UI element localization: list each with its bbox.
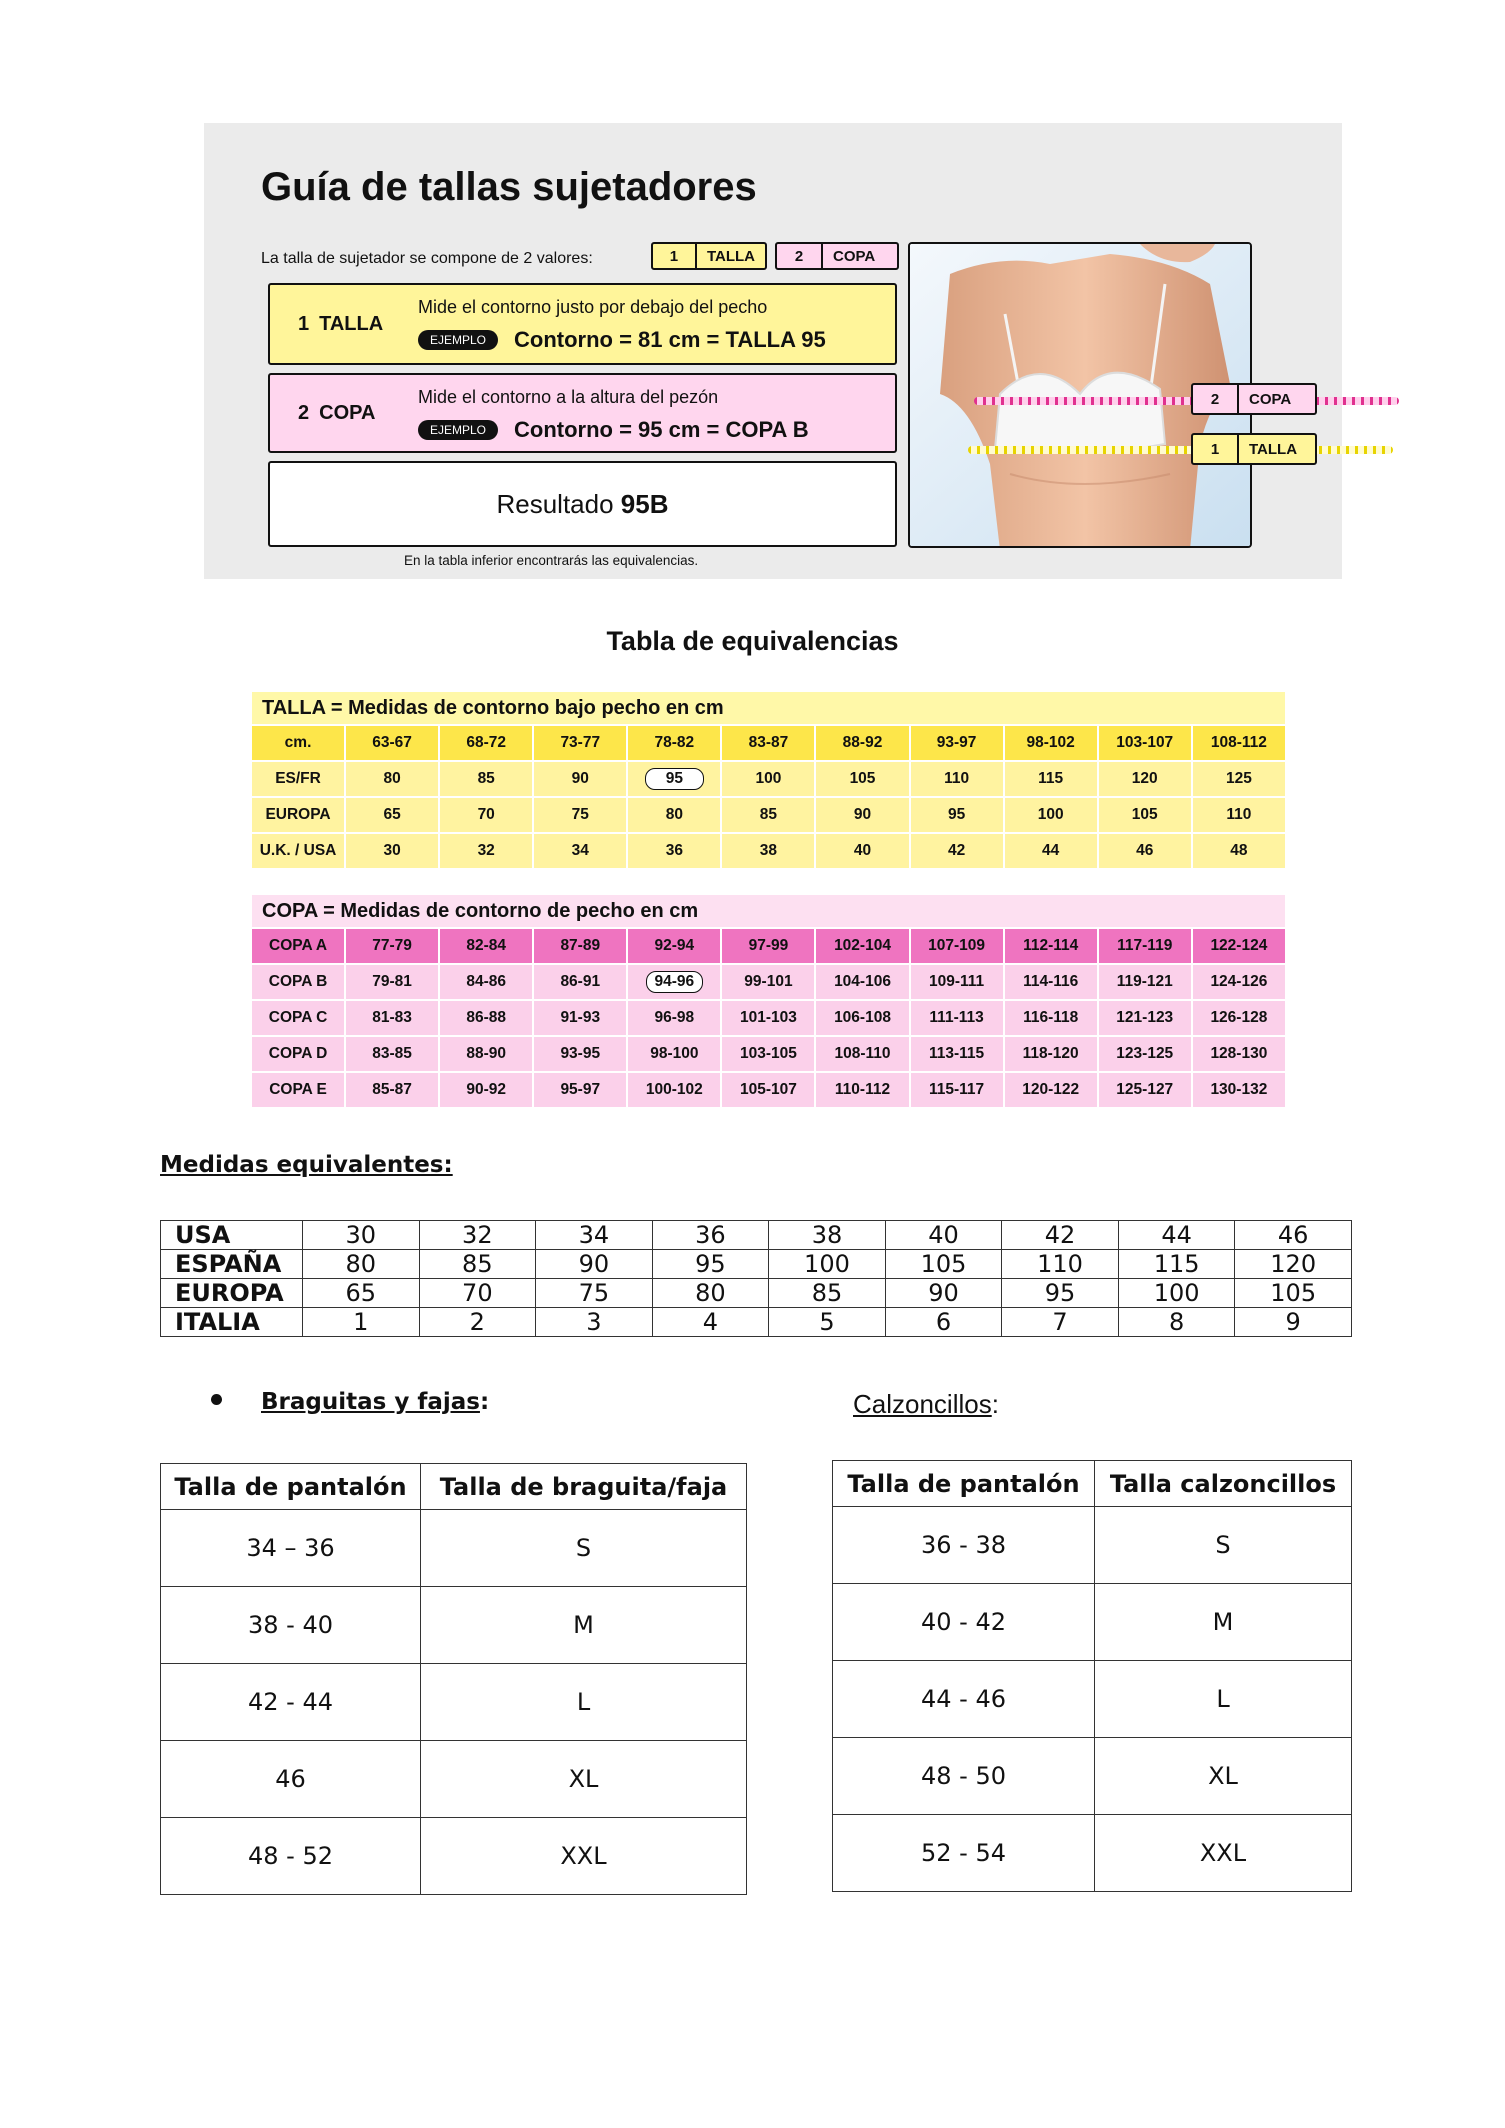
row-label: EUROPA — [251, 797, 345, 833]
table-cell: XXL — [1095, 1815, 1352, 1892]
table-cell: 110 — [1192, 797, 1286, 833]
talla-marker-number: 1 — [1193, 435, 1239, 463]
table-cell: 105 — [1235, 1279, 1352, 1308]
row-label: cm. — [251, 725, 345, 761]
table-cell: 95 — [1002, 1279, 1119, 1308]
table-cell: 118-120 — [1004, 1036, 1098, 1072]
table-cell: 79-81 — [345, 964, 439, 1000]
table-cell: 98-100 — [627, 1036, 721, 1072]
table-cell: 120 — [1098, 761, 1192, 797]
table-cell: 38 — [769, 1221, 886, 1250]
table-cell: 46 — [1235, 1221, 1352, 1250]
table-row — [833, 1584, 1352, 1661]
table-cell: 7 — [1002, 1308, 1119, 1337]
medidas-table — [160, 1220, 1352, 1337]
table-cell: 125 — [1192, 761, 1286, 797]
table-cell: 44 — [1118, 1221, 1235, 1250]
braguitas-colon: : — [479, 1389, 490, 1415]
talla-box-label: TALLA — [319, 312, 384, 335]
calzoncillos-title: Calzoncillos — [853, 1389, 992, 1419]
row-label: USA — [161, 1221, 303, 1250]
talla-box-key — [298, 285, 383, 363]
result-value: 95B — [620, 488, 669, 519]
table-cell: S — [421, 1510, 747, 1587]
column-header: Talla de pantalón — [161, 1464, 421, 1510]
copa-tape — [974, 397, 1399, 405]
row-label: COPA C — [251, 1000, 345, 1036]
table-cell: 80 — [652, 1279, 769, 1308]
table-row — [251, 761, 1286, 797]
table-cell: 85 — [419, 1250, 536, 1279]
table-cell: 81-83 — [345, 1000, 439, 1036]
table-cell: 126-128 — [1192, 1000, 1286, 1036]
copa-marker-label: COPA — [1249, 390, 1292, 408]
example-badge: EJEMPLO — [418, 330, 498, 350]
table-row — [251, 725, 1286, 761]
table-cell: 2 — [419, 1308, 536, 1337]
table-cell: 75 — [533, 797, 627, 833]
copa-box — [268, 373, 897, 453]
guide-title: Guía de tallas sujetadores — [261, 165, 757, 209]
table-cell: 85 — [721, 797, 815, 833]
table-cell: 32 — [419, 1221, 536, 1250]
copa-box-description: Mide el contorno a la altura del pezón — [418, 387, 719, 407]
table-cell: 78-82 — [627, 725, 721, 761]
table-cell: 91-93 — [533, 1000, 627, 1036]
table-cell: 34 — [536, 1221, 653, 1250]
copa-marker — [1191, 383, 1317, 415]
table-cell: 128-130 — [1192, 1036, 1286, 1072]
table-cell: 48 — [1192, 833, 1286, 869]
table-cell: M — [421, 1587, 747, 1664]
table-row — [833, 1661, 1352, 1738]
table-cell: 100 — [721, 761, 815, 797]
table-cell: 65 — [303, 1279, 420, 1308]
table-cell: 105 — [815, 761, 909, 797]
bullet-icon — [211, 1394, 222, 1405]
table-cell: 100 — [1004, 797, 1098, 833]
copa-table-header: COPA = Medidas de contorno de pecho en cm — [251, 894, 1286, 928]
table-cell: 116-118 — [1004, 1000, 1098, 1036]
table-cell: 107-109 — [910, 928, 1004, 964]
table-cell: 109-111 — [910, 964, 1004, 1000]
row-label: ESPAÑA — [161, 1250, 303, 1279]
table-cell: 42 - 44 — [161, 1664, 421, 1741]
size-guide-panel — [204, 123, 1342, 579]
table-cell: 115 — [1118, 1250, 1235, 1279]
table-cell: 5 — [769, 1308, 886, 1337]
talla-chip-number: 1 — [653, 244, 697, 268]
table-cell: 108-112 — [1192, 725, 1286, 761]
table-cell: 32 — [439, 833, 533, 869]
table-cell: 119-121 — [1098, 964, 1192, 1000]
table-row — [161, 1308, 1352, 1337]
table-cell: 125-127 — [1098, 1072, 1192, 1108]
table-row — [833, 1738, 1352, 1815]
table-cell: 85 — [769, 1279, 886, 1308]
copa-chip-number: 2 — [777, 244, 823, 268]
table-cell: 44 — [1004, 833, 1098, 869]
table-cell: 8 — [1118, 1308, 1235, 1337]
table-cell: 52 - 54 — [833, 1815, 1095, 1892]
table-cell: 120-122 — [1004, 1072, 1098, 1108]
table-cell: 30 — [303, 1221, 420, 1250]
row-label: EUROPA — [161, 1279, 303, 1308]
table-row — [833, 1815, 1352, 1892]
table-cell: 3 — [536, 1308, 653, 1337]
table-cell: 82-84 — [439, 928, 533, 964]
table-cell: 65 — [345, 797, 439, 833]
table-cell: 68-72 — [439, 725, 533, 761]
table-cell: 4 — [652, 1308, 769, 1337]
table-cell: XXL — [421, 1818, 747, 1895]
table-cell: 86-88 — [439, 1000, 533, 1036]
table-cell: 88-92 — [815, 725, 909, 761]
table-cell: 70 — [419, 1279, 536, 1308]
table-row — [833, 1507, 1352, 1584]
column-header: Talla de pantalón — [833, 1461, 1095, 1507]
table-cell: 40 — [815, 833, 909, 869]
row-label: ES/FR — [251, 761, 345, 797]
table-cell: 36 — [627, 833, 721, 869]
table-row — [161, 1587, 747, 1664]
copa-chip — [775, 242, 899, 270]
table-cell: 80 — [303, 1250, 420, 1279]
table-cell: 73-77 — [533, 725, 627, 761]
table-cell: 88-90 — [439, 1036, 533, 1072]
table-cell: 85 — [439, 761, 533, 797]
talla-chip — [651, 242, 767, 270]
table-header-row — [161, 1464, 747, 1510]
table-cell: 86-91 — [533, 964, 627, 1000]
table-cell: 38 — [721, 833, 815, 869]
table-cell: 95 — [652, 1250, 769, 1279]
talla-box-example — [418, 327, 826, 353]
table-row — [251, 1072, 1286, 1108]
braguitas-heading — [261, 1389, 489, 1415]
table-cell: 38 - 40 — [161, 1587, 421, 1664]
table-cell: 106-108 — [815, 1000, 909, 1036]
guide-footnote: En la tabla inferior encontrarás las equivalencias. — [404, 553, 699, 568]
copa-box-number: 2 — [298, 401, 310, 424]
example-badge: EJEMPLO — [418, 420, 498, 440]
table-row — [251, 797, 1286, 833]
talla-example-text: Contorno = 81 cm = TALLA 95 — [514, 327, 826, 352]
highlight-pill: 95 — [645, 768, 704, 790]
table-cell: 30 — [345, 833, 439, 869]
copa-marker-number: 2 — [1193, 385, 1239, 413]
table-cell: 70 — [439, 797, 533, 833]
talla-table-header: TALLA = Medidas de contorno bajo pecho en cm — [251, 691, 1286, 725]
table-cell: 36 — [652, 1221, 769, 1250]
row-label: COPA A — [251, 928, 345, 964]
table-cell: 104-106 — [815, 964, 909, 1000]
table-cell: 80 — [345, 761, 439, 797]
table-cell: 110-112 — [815, 1072, 909, 1108]
table-row — [161, 1664, 747, 1741]
table-cell: S — [1095, 1507, 1352, 1584]
table-cell: 93-97 — [910, 725, 1004, 761]
table-cell: 90 — [815, 797, 909, 833]
talla-chip-label: TALLA — [706, 247, 755, 265]
table-cell: 36 - 38 — [833, 1507, 1095, 1584]
table-cell: 112-114 — [1004, 928, 1098, 964]
table-cell: 97-99 — [721, 928, 815, 964]
table-cell: 34 – 36 — [161, 1510, 421, 1587]
table-cell: 100 — [769, 1250, 886, 1279]
table-cell: 40 - 42 — [833, 1584, 1095, 1661]
row-label: ITALIA — [161, 1308, 303, 1337]
table-row — [161, 1221, 1352, 1250]
table-cell: 122-124 — [1192, 928, 1286, 964]
table-cell: 101-103 — [721, 1000, 815, 1036]
table-cell: 110 — [910, 761, 1004, 797]
column-header: Talla calzoncillos — [1095, 1461, 1352, 1507]
table-cell: 114-116 — [1004, 964, 1098, 1000]
table-cell: 48 - 52 — [161, 1818, 421, 1895]
table-cell: 113-115 — [910, 1036, 1004, 1072]
table-cell: 46 — [1098, 833, 1192, 869]
medidas-title: Medidas equivalentes: — [160, 1152, 453, 1178]
table-cell: 99-101 — [721, 964, 815, 1000]
table-cell: 34 — [533, 833, 627, 869]
table-cell: 103-105 — [721, 1036, 815, 1072]
table-cell: M — [1095, 1584, 1352, 1661]
highlighted-cell — [627, 761, 721, 797]
copa-table — [250, 893, 1287, 1109]
table-row — [161, 1279, 1352, 1308]
table-cell: 105-107 — [721, 1072, 815, 1108]
copa-example-text: Contorno = 95 cm = COPA B — [514, 417, 809, 442]
table-cell: 42 — [910, 833, 1004, 869]
talla-table — [250, 690, 1287, 870]
table-cell: 115-117 — [910, 1072, 1004, 1108]
table-cell: 44 - 46 — [833, 1661, 1095, 1738]
talla-box-description: Mide el contorno justo por debajo del pecho — [418, 297, 768, 317]
column-header: Talla de braguita/faja — [421, 1464, 747, 1510]
table-row — [251, 964, 1286, 1000]
talla-box — [268, 283, 897, 365]
highlight-pill: 94-96 — [646, 971, 704, 993]
calzoncillos-heading — [853, 1389, 999, 1420]
braguitas-table — [160, 1463, 747, 1895]
table-cell: 130-132 — [1192, 1072, 1286, 1108]
table-cell: 102-104 — [815, 928, 909, 964]
table-cell: 83-85 — [345, 1036, 439, 1072]
table-cell: 105 — [1098, 797, 1192, 833]
row-label: COPA D — [251, 1036, 345, 1072]
table-header-row — [833, 1461, 1352, 1507]
guide-intro: La talla de sujetador se compone de 2 valores: — [261, 250, 593, 267]
talla-tape — [968, 446, 1393, 454]
table-row — [161, 1510, 747, 1587]
table-cell: 75 — [536, 1279, 653, 1308]
talla-marker-label: TALLA — [1249, 440, 1298, 458]
table-cell: 40 — [885, 1221, 1002, 1250]
table-cell: 95-97 — [533, 1072, 627, 1108]
table-cell: 90 — [885, 1279, 1002, 1308]
table-cell: 42 — [1002, 1221, 1119, 1250]
table-row — [251, 1000, 1286, 1036]
table-row — [161, 1741, 747, 1818]
table-cell: 46 — [161, 1741, 421, 1818]
table-row — [251, 1036, 1286, 1072]
table-cell: 92-94 — [627, 928, 721, 964]
table-row — [161, 1250, 1352, 1279]
table-cell: XL — [1095, 1738, 1352, 1815]
table-cell: 87-89 — [533, 928, 627, 964]
result-prefix: Resultado — [496, 488, 614, 519]
table-cell: XL — [421, 1741, 747, 1818]
braguitas-title: Braguitas y fajas — [261, 1389, 480, 1415]
table-cell: 124-126 — [1192, 964, 1286, 1000]
table-cell: 1 — [303, 1308, 420, 1337]
table-cell: 121-123 — [1098, 1000, 1192, 1036]
calzoncillos-table — [832, 1460, 1352, 1892]
row-label: COPA B — [251, 964, 345, 1000]
table-cell: 96-98 — [627, 1000, 721, 1036]
table-cell: 110 — [1002, 1250, 1119, 1279]
talla-box-number: 1 — [298, 312, 310, 335]
equivalence-title: Tabla de equivalencias — [606, 626, 899, 656]
table-cell: 77-79 — [345, 928, 439, 964]
copa-box-label: COPA — [319, 401, 376, 424]
table-cell: 85-87 — [345, 1072, 439, 1108]
table-cell: 83-87 — [721, 725, 815, 761]
table-cell: 111-113 — [910, 1000, 1004, 1036]
table-cell: 100-102 — [627, 1072, 721, 1108]
talla-marker — [1191, 433, 1317, 465]
table-cell: 103-107 — [1098, 725, 1192, 761]
table-cell: 120 — [1235, 1250, 1352, 1279]
table-cell: 90 — [536, 1250, 653, 1279]
table-cell: 105 — [885, 1250, 1002, 1279]
table-cell: 123-125 — [1098, 1036, 1192, 1072]
table-cell: 84-86 — [439, 964, 533, 1000]
highlighted-cell — [627, 964, 721, 1000]
copa-chip-label: COPA — [833, 247, 876, 265]
table-row — [161, 1818, 747, 1895]
table-cell: 63-67 — [345, 725, 439, 761]
table-cell: 9 — [1235, 1308, 1352, 1337]
row-label: U.K. / USA — [251, 833, 345, 869]
table-cell: L — [1095, 1661, 1352, 1738]
table-cell: 98-102 — [1004, 725, 1098, 761]
table-cell: 117-119 — [1098, 928, 1192, 964]
table-cell: 95 — [910, 797, 1004, 833]
table-cell: 115 — [1004, 761, 1098, 797]
calzoncillos-colon: : — [991, 1389, 999, 1419]
table-cell: 100 — [1118, 1279, 1235, 1308]
table-cell: 93-95 — [533, 1036, 627, 1072]
copa-box-example — [418, 417, 809, 443]
result-box — [268, 461, 897, 547]
table-cell: 90 — [533, 761, 627, 797]
table-cell: L — [421, 1664, 747, 1741]
table-row — [251, 928, 1286, 964]
table-row — [251, 833, 1286, 869]
row-label: COPA E — [251, 1072, 345, 1108]
copa-box-key — [298, 375, 375, 451]
table-cell: 6 — [885, 1308, 1002, 1337]
table-cell: 90-92 — [439, 1072, 533, 1108]
table-cell: 48 - 50 — [833, 1738, 1095, 1815]
table-cell: 80 — [627, 797, 721, 833]
table-cell: 108-110 — [815, 1036, 909, 1072]
